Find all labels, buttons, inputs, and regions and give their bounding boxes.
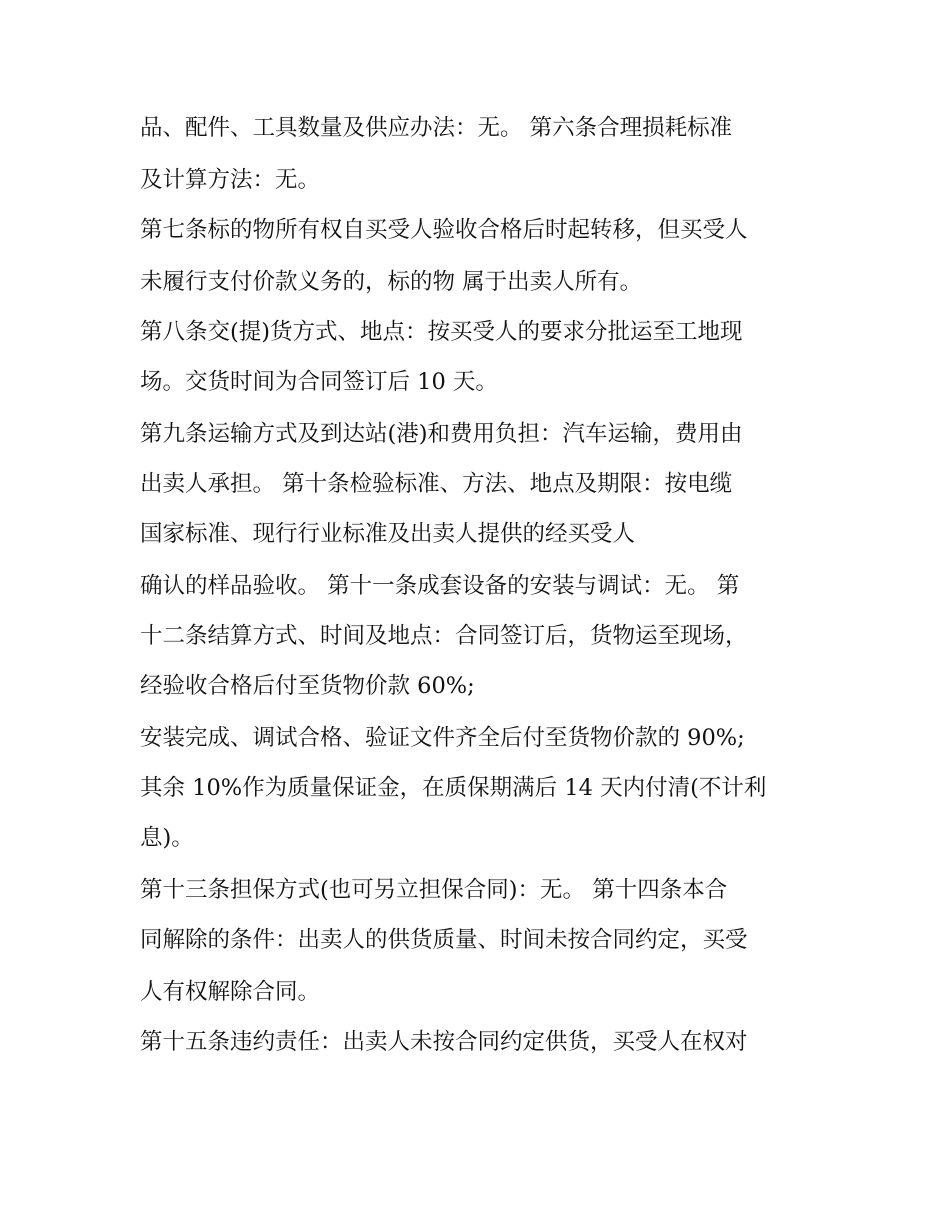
text-line: 场。交货时间为合同签订后 10 天。 <box>140 369 498 395</box>
text-line: 第九条运输方式及到达站(港)和费用负担：汽车运输，费用由 <box>140 421 743 447</box>
text-line: 十二条结算方式、时间及地点：合同签订后，货物运至现场， <box>140 623 748 649</box>
text-line: 同解除的条件：出卖人的供货质量、时间未按合同约定，买受 <box>140 927 748 953</box>
text-line: 品、配件、工具数量及供应办法：无。 第六条合理损耗标准 <box>140 115 733 141</box>
text-line: 人有权解除合同。 <box>140 979 321 1005</box>
text-line: 息)。 <box>140 825 194 851</box>
text-line: 第八条交(提)货方式、地点：按买受人的要求分批运至工地现 <box>140 319 743 345</box>
text-line: 及计算方法：无。 <box>140 167 321 193</box>
text-line: 第七条标的物所有权自买受人验收合格后时起转移，但买受人 <box>140 217 748 243</box>
text-line: 第十三条担保方式(也可另立担保合同)：无。 第十四条本合 <box>140 877 728 903</box>
text-line: 其余 10%作为质量保证金，在质保期满后 14 天内付清(不计利 <box>140 775 767 801</box>
text-line: 国家标准、现行行业标准及出卖人提供的经买受人 <box>140 521 636 547</box>
text-line: 安装完成、调试合格、验证文件齐全后付至货物价款的 90%; <box>140 725 745 751</box>
text-line: 确认的样品验收。 第十一条成套设备的安装与调试：无。 第 <box>140 573 740 599</box>
text-line: 出卖人承担。 第十条检验标准、方法、地点及期限：按电缆 <box>140 471 733 497</box>
text-line: 第十五条违约责任：出卖人未按合同约定供货，买受人在权对 <box>140 1029 748 1055</box>
text-line: 未履行支付价款义务的，标的物 属于出卖人所有。 <box>140 269 643 295</box>
text-line: 经验收合格后付至货物价款 60%; <box>140 673 475 699</box>
